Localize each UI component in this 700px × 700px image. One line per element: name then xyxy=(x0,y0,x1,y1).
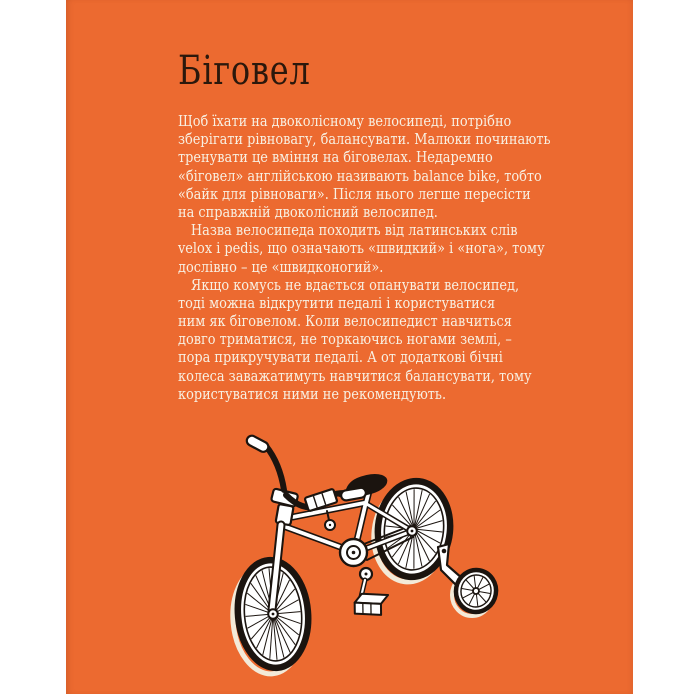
orange-page-spread xyxy=(66,0,633,694)
body-line: velox і pedis, що означають «швидкий» і «нога», тому xyxy=(178,239,545,258)
body-line: на справжній двоколісний велосипед. xyxy=(178,202,438,221)
body-line: Щоб їхати на двоколісному велосипеді, потрібно xyxy=(178,112,512,130)
rear-hub-dot xyxy=(411,530,414,533)
body-line: користуватися ними не рекомендують. xyxy=(178,384,447,403)
right-grip xyxy=(340,487,366,501)
body-line: колеса заважатимуть навчитися балансувати, тому xyxy=(178,366,532,385)
body-line: пора прикручувати педалі. А от додаткові бічні xyxy=(178,348,503,367)
front-hub-dot xyxy=(272,613,275,616)
bicycle-illustration xyxy=(220,433,510,688)
body-line: Назва велосипеда походить від латинських слів xyxy=(190,221,518,240)
body-line: «байк для рівноваги». Після нього легше пересісти xyxy=(178,184,531,203)
training-wheel-icon xyxy=(453,567,500,615)
body-line: тренувати це вміння на біговелах. Недаремно xyxy=(178,148,493,167)
page-title: Біговел xyxy=(178,48,311,94)
body-text xyxy=(178,112,551,403)
body-line: зберігати рівновагу, балансувати. Малюки починають xyxy=(178,130,551,149)
handlebar-icon xyxy=(245,434,367,507)
body-line: дослівно – це «швидконогий». xyxy=(178,257,384,276)
detached-pedal-large-icon xyxy=(353,568,390,618)
body-line: довго триматися, не торкаючись ногами землі, – xyxy=(178,330,512,349)
body-line: ним як біговелом. Коли велосипедист навчиться xyxy=(178,312,512,331)
body-line: Якщо комусь не вдається опанувати велосипед, xyxy=(190,275,520,294)
body-line: «біговел» англійською називають balance bike, тобто xyxy=(178,166,542,185)
chainring-icon xyxy=(340,539,367,566)
left-grip xyxy=(245,434,270,454)
body-line: тоді можна відкрутити педалі і користуватися xyxy=(178,293,496,312)
